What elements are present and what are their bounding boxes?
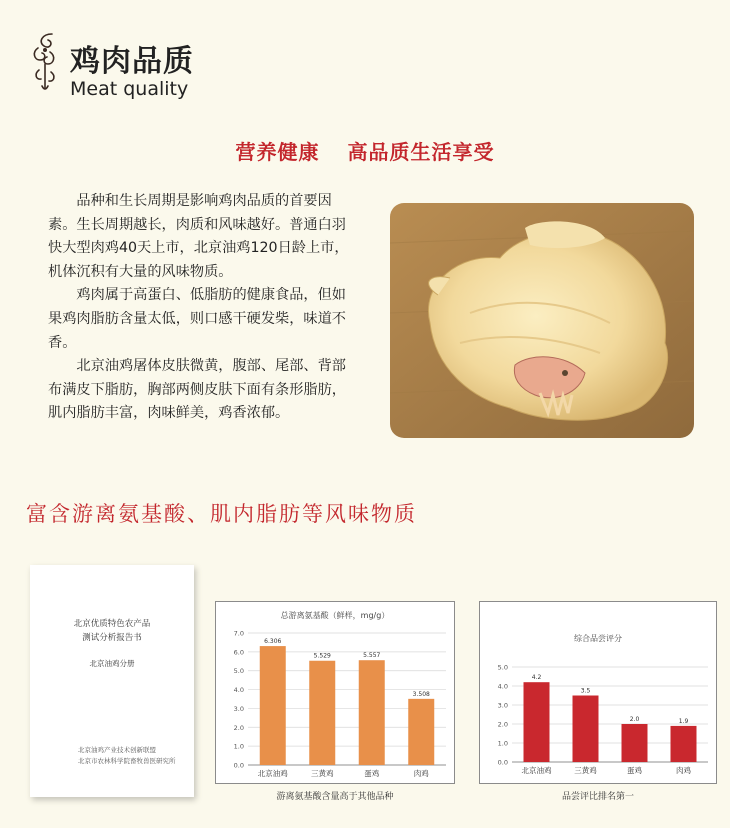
report-footer-1: 北京油鸡产业技术创新联盟 bbox=[78, 746, 156, 754]
bar bbox=[524, 682, 550, 762]
report-title-line-2: 测试分析报告书 bbox=[82, 633, 142, 643]
tasting-score-bar-chart bbox=[480, 602, 716, 783]
y-tick-label: 0.0 bbox=[233, 761, 244, 770]
bar bbox=[359, 660, 385, 765]
bar bbox=[260, 646, 286, 765]
y-tick-label: 4.0 bbox=[497, 682, 508, 691]
bar-value-label: 5.529 bbox=[313, 652, 331, 660]
page-subtitle: Meat quality bbox=[70, 78, 189, 100]
x-tick-label: 蛋鸡 bbox=[364, 769, 380, 778]
bar bbox=[622, 724, 648, 762]
section-headline: 富含游离氨基酸、肌内脂肪等风味物质 bbox=[26, 502, 417, 526]
report-cover bbox=[30, 565, 194, 797]
chart-caption: 游离氨基酸含量高于其他品种 bbox=[276, 792, 394, 802]
y-tick-label: 6.0 bbox=[233, 648, 244, 657]
slogan bbox=[0, 136, 730, 165]
paragraph: 品种和生长周期是影响鸡肉品质的首要因素。生长周期越长，肉质和风味越好。普通白羽快大型肉鸡40天上市，北京油鸡120日龄上市，机体沉积有大量的风味物质。 bbox=[48, 193, 349, 280]
bar bbox=[309, 661, 335, 765]
paragraph: 北京油鸡屠体皮肤微黄，腹部、尾部、背部布满皮下脂肪，胸部两侧皮肤下面有条形脂肪，肌内脂肪丰富，肉味鲜美，鸡香浓郁。 bbox=[48, 358, 346, 422]
y-tick-label: 3.0 bbox=[233, 704, 244, 713]
bar-value-label: 6.306 bbox=[264, 638, 282, 646]
bar-value-label: 1.9 bbox=[678, 717, 689, 725]
bar-value-label: 3.508 bbox=[412, 690, 430, 698]
body-text bbox=[48, 190, 358, 426]
flourish-ornament-icon bbox=[30, 30, 60, 92]
x-tick-label: 肉鸡 bbox=[676, 766, 691, 775]
slogan-part-2: 高品质生活享受 bbox=[347, 140, 495, 164]
y-tick-label: 4.0 bbox=[233, 686, 244, 695]
bar-value-label: 5.557 bbox=[363, 652, 381, 660]
slogan-part-1: 营养健康 bbox=[235, 140, 320, 164]
y-tick-label: 5.0 bbox=[497, 663, 508, 672]
x-tick-label: 北京油鸡 bbox=[257, 769, 288, 778]
paragraph: 鸡肉属于高蛋白、低脂肪的健康食品，但如果鸡肉脂肪含量太低，则口感干硬发柴，味道不香。 bbox=[48, 287, 346, 351]
y-tick-label: 1.0 bbox=[233, 742, 244, 751]
x-tick-label: 北京油鸡 bbox=[521, 766, 552, 775]
y-tick-label: 7.0 bbox=[233, 629, 244, 638]
chart-caption: 品尝评比排名第一 bbox=[561, 792, 634, 802]
amino-acid-chart-panel bbox=[215, 601, 455, 784]
x-tick-label: 三黄鸡 bbox=[574, 766, 597, 775]
y-tick-label: 5.0 bbox=[233, 667, 244, 676]
chart-title: 总游离氨基酸（鲜样，mg/g） bbox=[280, 611, 390, 620]
y-tick-label: 1.0 bbox=[497, 739, 508, 748]
bar-value-label: 4.2 bbox=[531, 674, 542, 682]
bar-value-label: 3.5 bbox=[580, 687, 591, 695]
report-title-line-3: 北京油鸡分册 bbox=[89, 659, 135, 668]
bar-value-label: 2.0 bbox=[629, 716, 640, 723]
x-tick-label: 蛋鸡 bbox=[627, 766, 642, 775]
bar bbox=[408, 699, 434, 765]
chart-title: 综合品尝评分 bbox=[574, 634, 622, 643]
x-tick-label: 三黄鸡 bbox=[311, 769, 334, 778]
amino-acid-bar-chart bbox=[216, 602, 454, 783]
y-tick-label: 2.0 bbox=[233, 723, 244, 732]
y-tick-label: 3.0 bbox=[497, 701, 508, 710]
report-footer-2: 北京市农林科学院畜牧兽医研究所 bbox=[78, 757, 176, 765]
x-tick-label: 肉鸡 bbox=[413, 769, 429, 778]
report-title-line-1: 北京优质特色农产品 bbox=[73, 619, 151, 629]
y-tick-label: 2.0 bbox=[497, 720, 508, 729]
page-title: 鸡肉品质 bbox=[70, 44, 194, 79]
bar bbox=[573, 696, 599, 763]
bar bbox=[671, 726, 697, 762]
y-tick-label: 0.0 bbox=[497, 758, 508, 767]
chicken-photo bbox=[390, 203, 694, 438]
tasting-score-chart-panel bbox=[479, 601, 717, 784]
